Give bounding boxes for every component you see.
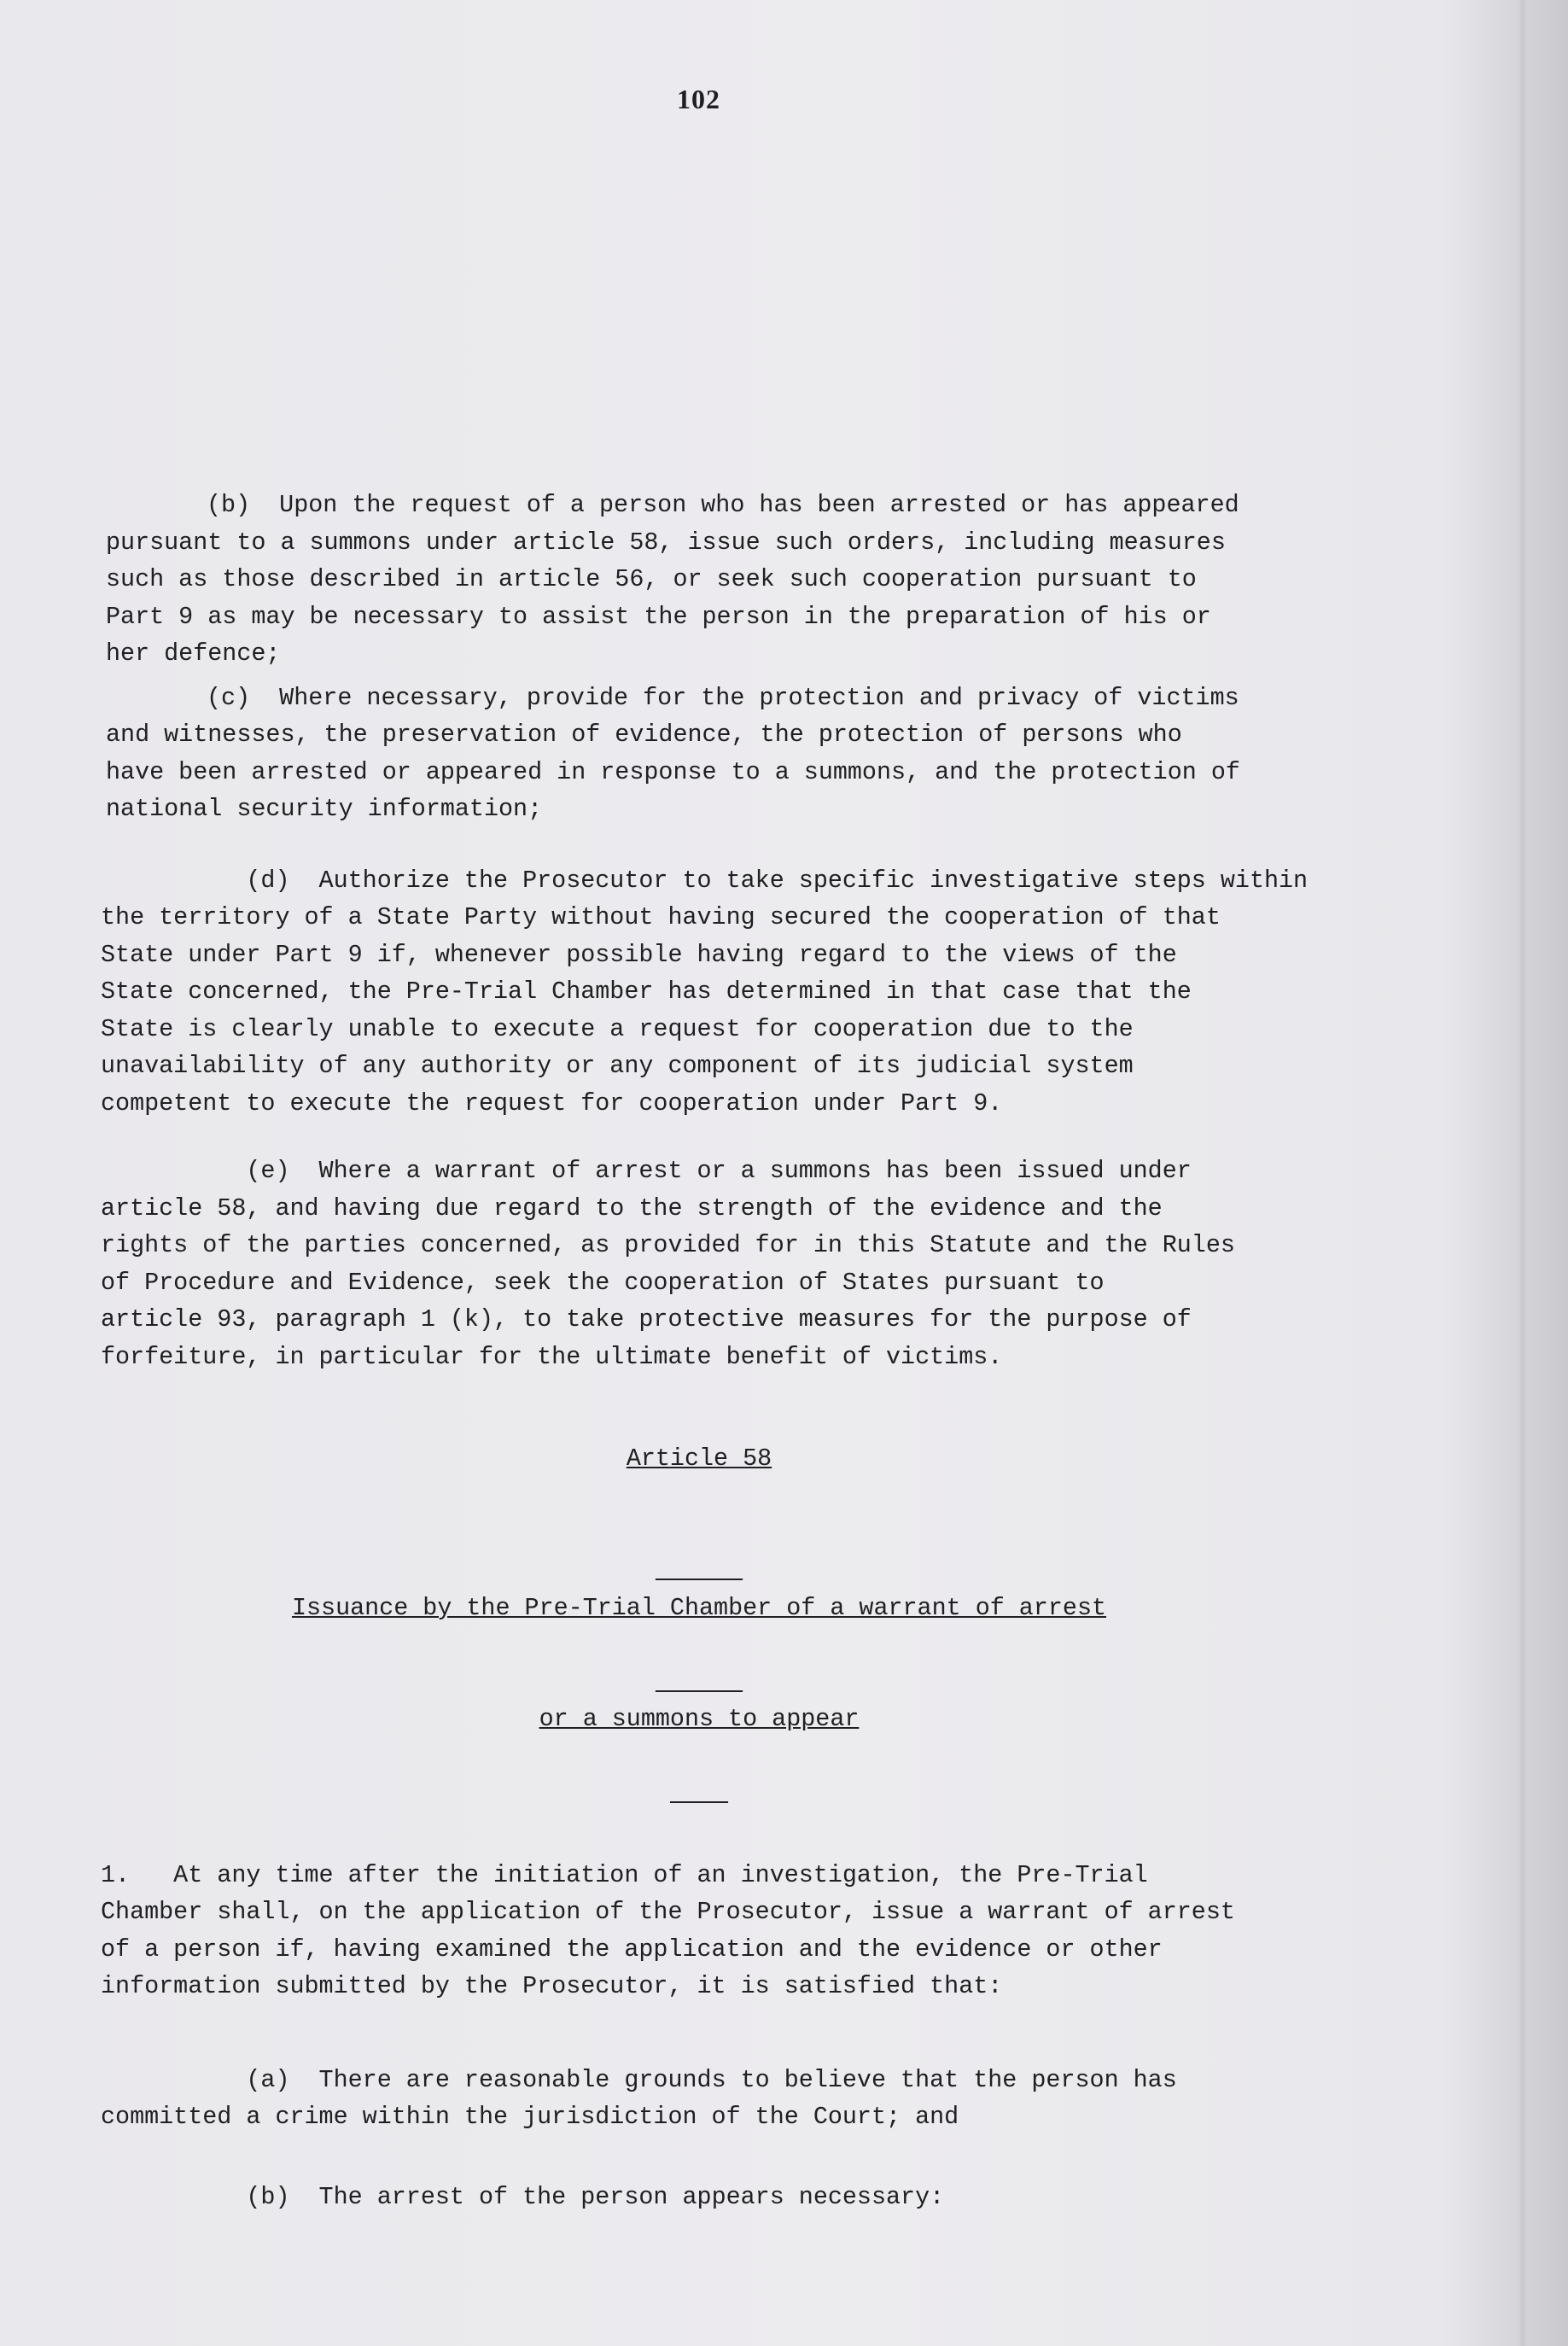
article-paragraph-1: 1. At any time after the initiation of an investigation, the Pre-Trial Chamber shall, on the application of the Prosecutor, issue a warrant of arrest of a person if, having examined the application and the evidence or other information submitted by the Prosecutor, it is satisfied that: bbox=[101, 1860, 1235, 2000]
article-subparagraph-b: (b) The arrest of the person appears necessary: bbox=[101, 2182, 945, 2211]
paragraph-c: (c) Where necessary, provide for the protection and privacy of victims and witnesses, the preservation of evidence, the protection of persons who have been arrested or appeared in response to a summons, and the protection of national security information; bbox=[106, 683, 1240, 823]
page-number: 102 bbox=[677, 84, 720, 114]
article-heading-line-1: Issuance by the Pre-Trial Chamber of a warrant of arrest bbox=[291, 1593, 1107, 1622]
bleed-through-text bbox=[410, 271, 417, 302]
article-heading-line-2: or a summons to appear bbox=[539, 1705, 860, 1733]
paragraph-d: (d) Authorize the Prosecutor to take specific investigative steps within the territory of a State Party without having secured the cooperation of that State under Part 9 if, whenever possible having regard to the views of the State concerned, the Pre-Trial Chamber has determined in that case that the State is clearly unable to execute a request for cooperation due to the unavailability of any authority or any component of its judicial system competent to execute the request for cooperation under Part 9. bbox=[101, 866, 1309, 1118]
article-heading bbox=[106, 1515, 1386, 1812]
article-subparagraph-a: (a) There are reasonable grounds to believe that the person has committed a crime within the jurisdiction of the Court; and bbox=[101, 2065, 1177, 2131]
article-title: Article 58 bbox=[626, 1444, 772, 1473]
paragraph-b: (b) Upon the request of a person who has been arrested or has appeared pursuant to a summons under article 58, issue such orders, including measures such as those described in article 56, or seek such cooperation pursuant to Part 9 as may be necessary to assist the person in the preparation of his or her defence; bbox=[106, 491, 1239, 668]
paragraph-e: (e) Where a warrant of arrest or a summons has been issued under article 58, and having due regard to the strength of the evidence and the rights of the parties concerned, as provided for in this Statute and the Rules of Procedure and Evidence, seek the cooperation of States pursuant to article 93, paragraph 1 (k), to take protective measures for the purpose of forfeiture, in particular for the ultimate benefit of victims. bbox=[101, 1157, 1235, 1371]
document-body bbox=[101, 487, 1386, 2215]
page-edge-shadow bbox=[1518, 0, 1527, 2346]
